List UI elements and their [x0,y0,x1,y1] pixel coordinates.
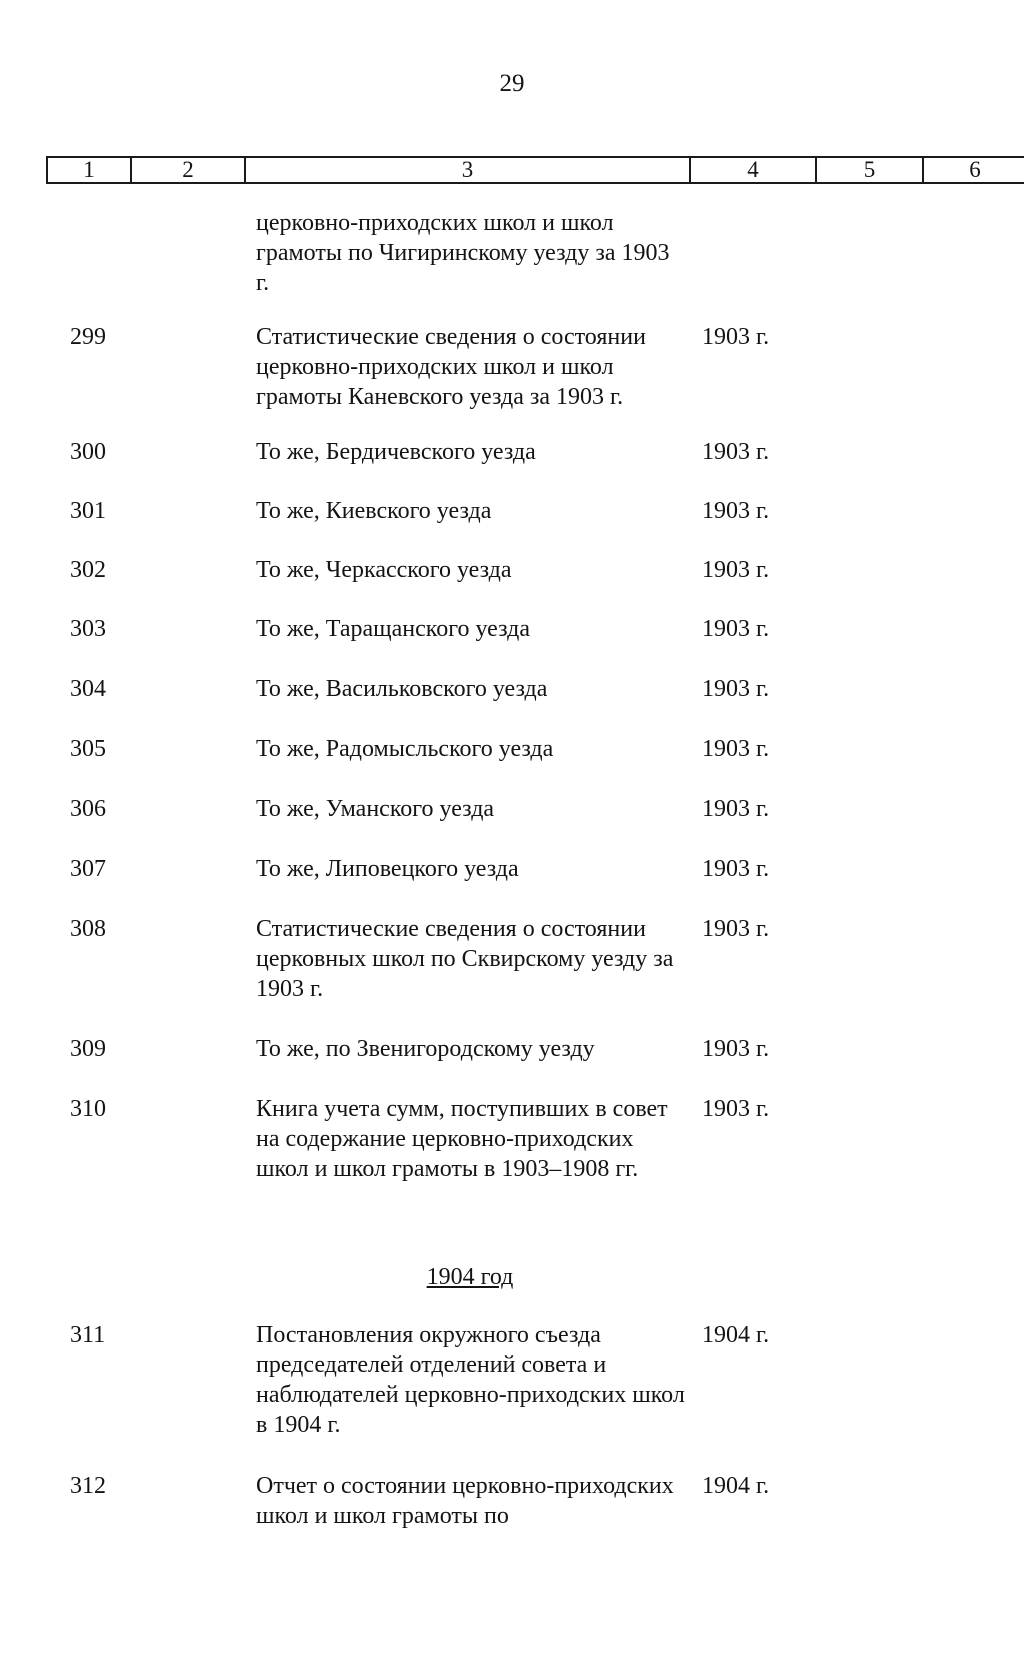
entry-title: То же, Радомысльского уезда [256,736,554,762]
entry-title: То же, Уманского уезда [256,796,495,822]
entry-number: 302 [70,557,106,583]
column-header-3: 3 [246,158,691,182]
entry-number: 311 [70,1322,106,1348]
entry-number: 304 [70,676,106,702]
entry-number: 299 [70,324,106,350]
entry-number: 307 [70,856,106,882]
entry-title: То же, Киевского уезда [256,498,492,524]
entry-title: То же, Черкасского уезда [256,557,512,583]
column-header-6: 6 [969,157,981,182]
entry-number: 306 [70,796,106,822]
column-header-4: 4 [691,158,817,182]
entry-date: 1904 г. [702,1322,770,1348]
entry-number: 300 [70,439,106,465]
entry-title: церковно-приходских школ и школ грамоты по Чигиринскому уезду за 1903 г. [256,210,670,296]
entry-date: 1903 г. [702,439,770,465]
section-heading-1904: 1904 год [426,1264,514,1290]
column-header-1: 1 [48,158,132,182]
column-header-2: 2 [132,158,246,182]
entry-title: Постановления окружного съезда председателей отделений совета и наблюдателей церковно-приходских школ в 1904 г. [256,1322,685,1438]
entry-title: Отчет о состоянии церковно-приходских школ и школ грамоты по [256,1473,674,1529]
entry-number: 309 [70,1036,106,1062]
entry-date: 1903 г. [702,557,770,583]
column-header-5: 5 [817,158,924,182]
entry-number: 305 [70,736,106,762]
entry-number: 310 [70,1096,106,1122]
entry-date: 1903 г. [702,1096,770,1122]
entry-number: 312 [70,1473,106,1499]
entry-number: 308 [70,916,106,942]
entry-number: 303 [70,616,106,642]
entry-date: 1903 г. [702,1036,770,1062]
entry-title: Статистические сведения о состоянии церковных школ по Сквирскому уезду за 1903 г. [256,916,674,1002]
entry-date: 1903 г. [702,796,770,822]
entry-date: 1904 г. [702,1473,770,1499]
entry-date: 1903 г. [702,736,770,762]
entry-date: 1903 г. [702,324,770,350]
entry-date: 1903 г. [702,916,770,942]
entry-title: То же, по Звенигородскому уезду [256,1036,595,1062]
entry-title: То же, Липовецкого уезда [256,856,519,882]
page-number: 29 [499,70,525,97]
entry-date: 1903 г. [702,498,770,524]
entry-number: 301 [70,498,106,524]
entry-title: Книга учета сумм, поступивших в совет на содержание церковно-приходских школ и школ грамоты в 1903–1908 гг. [256,1096,668,1182]
entry-title: То же, Васильковского уезда [256,676,548,702]
entry-date: 1903 г. [702,616,770,642]
entry-title: То же, Бердичевского уезда [256,439,536,465]
entry-date: 1903 г. [702,676,770,702]
entry-title: Статистические сведения о состоянии церковно-приходских школ и школ грамоты Каневского уезда за 1903 г. [256,324,646,410]
entry-date: 1903 г. [702,856,770,882]
entry-title: То же, Таращанского уезда [256,616,530,642]
